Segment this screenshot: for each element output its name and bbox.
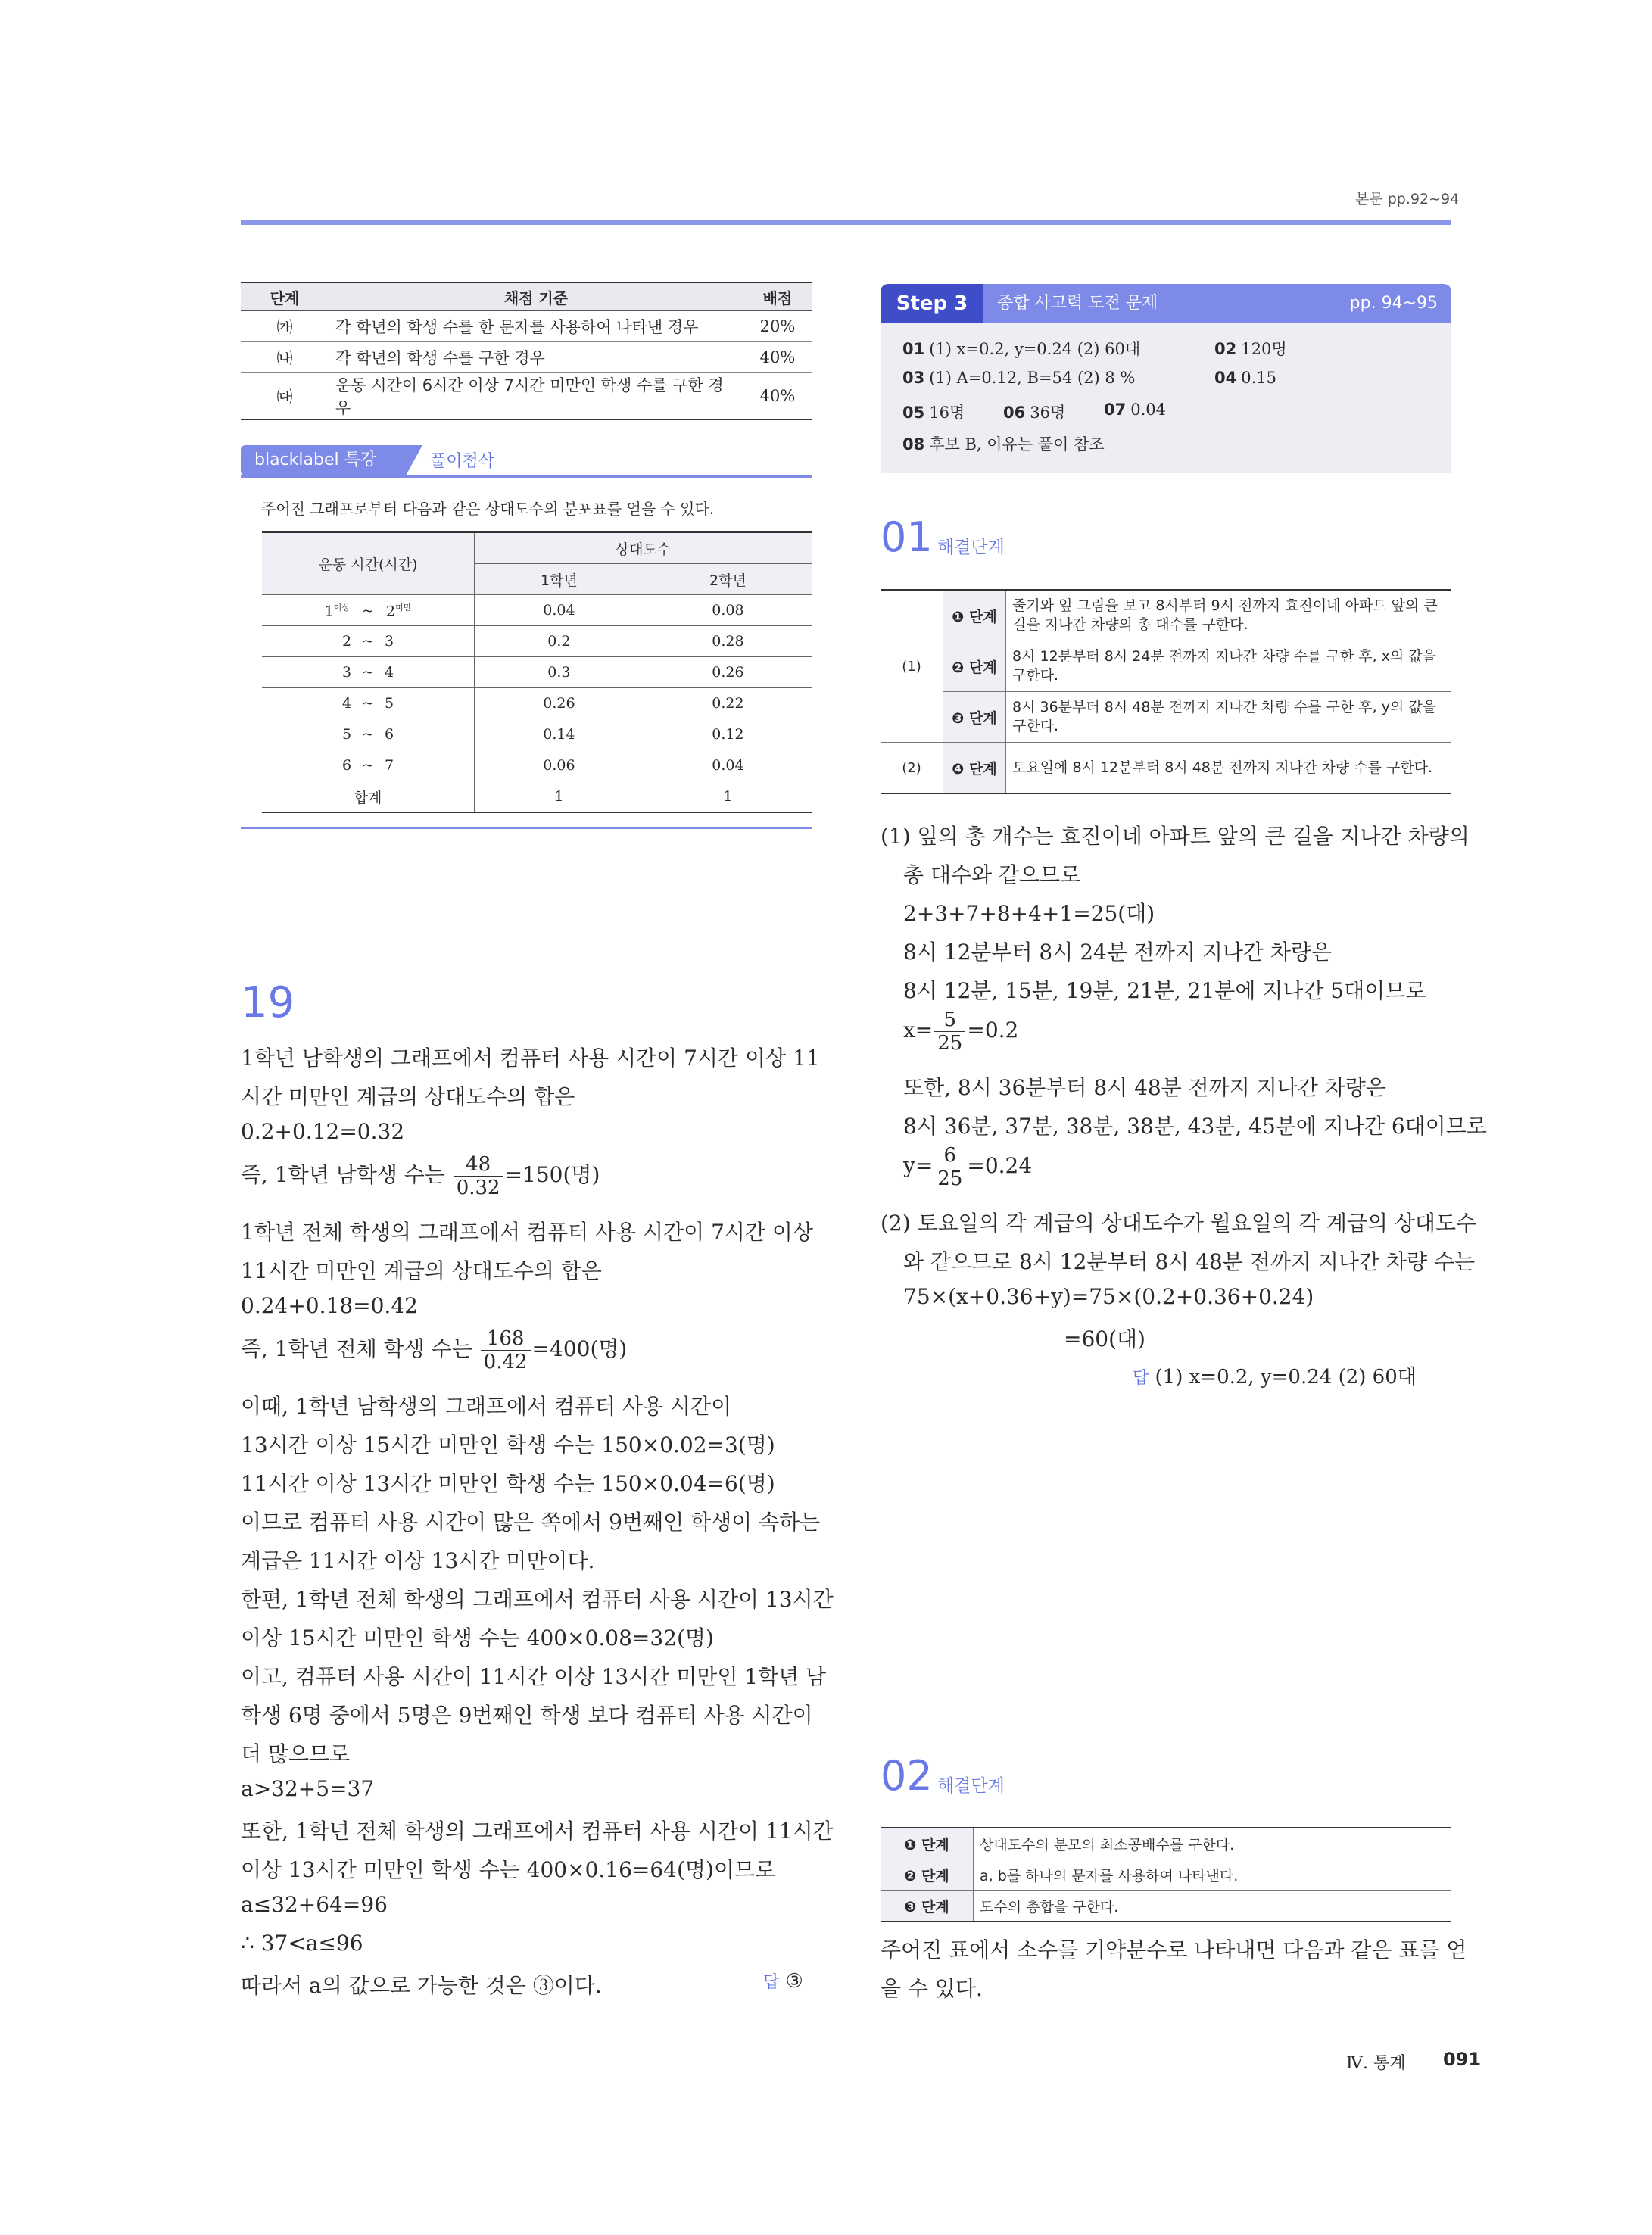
section-number: 01 <box>881 513 933 561</box>
steps-row <box>881 1859 1451 1891</box>
freq-grade2: 0.28 <box>644 626 812 657</box>
class-to-sup: 미만 <box>395 602 412 613</box>
answer-text: 후보 B, 이유는 풀이 참조 <box>929 435 1105 454</box>
line-text: =0.24 <box>967 1153 1033 1178</box>
steps-row <box>881 692 1451 743</box>
solution-line: 또한, 1학년 전체 학생의 그래프에서 컴퓨터 사용 시간이 11시간 <box>241 1819 834 1844</box>
solution-line: 총 대수와 같으므로 <box>903 862 1081 887</box>
step-desc: 8시 36분부터 8시 48분 전까지 지나간 차량 수를 구한 후, y의 값을 구한다. <box>1006 692 1452 743</box>
solution-line: 와 같으므로 8시 12분부터 8시 48분 전까지 지나간 차량 수는 <box>903 1249 1476 1274</box>
answer-value: ③ <box>785 1970 803 1993</box>
answer-label: 답 <box>1133 1369 1149 1388</box>
class-tilde: ~ <box>362 664 374 681</box>
quick-answer <box>1214 369 1276 387</box>
quick-answer <box>902 369 1135 387</box>
class-from: 6 <box>341 757 352 774</box>
solution-line: 이상 15시간 미만인 학생 수는 400×0.08=32(명) <box>241 1626 714 1651</box>
quick-answer <box>902 337 1140 360</box>
numerator: 48 <box>454 1155 503 1177</box>
freq-row <box>262 688 812 719</box>
line-text: 즉, 1학년 남학생 수는 <box>241 1162 452 1187</box>
class-tilde: ~ <box>362 633 374 650</box>
solution-line: 이고, 컴퓨터 사용 시간이 11시간 이상 13시간 미만인 1학년 남 <box>241 1664 827 1689</box>
solution-line: a>32+5=37 <box>241 1776 375 1801</box>
freq-total-grade1: 1 <box>475 781 644 813</box>
section-rule <box>241 827 812 829</box>
solution-line: 시간 미만인 계급의 상대도수의 합은 <box>241 1084 575 1109</box>
fraction <box>454 1155 503 1198</box>
answer-num: 03 <box>902 369 925 387</box>
solution-line: 을 수 있다. <box>881 1976 983 2001</box>
section-label: 해결단계 <box>937 1776 1005 1796</box>
answer-text: 0.15 <box>1241 369 1276 387</box>
blacklabel-tag-tail <box>406 445 422 475</box>
step-stage: ❹ 단계 <box>943 743 1006 794</box>
quick-answer <box>1214 337 1287 360</box>
answer-text: 0.04 <box>1130 401 1166 419</box>
grading-header-points: 배점 <box>743 282 812 311</box>
freq-grade1: 0.26 <box>475 688 644 719</box>
class-to: 5 <box>384 695 394 712</box>
denominator: 25 <box>937 1167 963 1190</box>
grading-table <box>241 282 812 420</box>
freq-class <box>262 595 475 626</box>
denominator: 0.32 <box>456 1177 500 1199</box>
col-grade1-header: 1학년 <box>475 564 644 595</box>
step-desc: 8시 12분부터 8시 24분 전까지 지나간 차량 수를 구한 후, x의 값을 구한다. <box>1006 641 1452 692</box>
class-from: 2 <box>341 633 352 650</box>
step-stage: ❸ 단계 <box>943 692 1006 743</box>
answer-num: 01 <box>902 340 925 358</box>
answer-num: 07 <box>1104 401 1127 419</box>
solution-line: 계급은 11시간 이상 13시간 미만이다. <box>241 1548 595 1573</box>
numerator: 6 <box>934 1146 965 1167</box>
steps-row <box>881 641 1451 692</box>
step3-badge: Step 3 <box>881 284 983 323</box>
class-to: 7 <box>384 757 394 774</box>
solution-line: 1학년 전체 학생의 그래프에서 컴퓨터 사용 시간이 7시간 이상 <box>241 1220 813 1245</box>
answer-value: (1) x=0.2, y=0.24 (2) 60대 <box>1155 1366 1417 1389</box>
step-desc: a, b를 하나의 문자를 사용하여 나타낸다. <box>974 1859 1452 1891</box>
freq-class <box>262 688 475 719</box>
solution-line: 이므로 컴퓨터 사용 시간이 많은 쪽에서 9번째인 학생이 속하는 <box>241 1510 821 1535</box>
class-from: 3 <box>341 664 352 681</box>
grading-row <box>241 342 812 373</box>
solution-line: 11시간 이상 13시간 미만인 학생 수는 150×0.04=6(명) <box>241 1471 775 1496</box>
solution-line: 주어진 표에서 소수를 기약분수로 나타내면 다음과 같은 표를 얻 <box>881 1937 1467 1962</box>
quick-answer <box>1104 401 1166 419</box>
step-desc: 토요일에 8시 12분부터 8시 48분 전까지 지나간 차량 수를 구한다. <box>1006 743 1452 794</box>
blacklabel-banner <box>241 445 812 478</box>
freq-class <box>262 657 475 688</box>
answer-text: 16명 <box>929 404 965 422</box>
freq-grade1: 0.04 <box>475 595 644 626</box>
solution-line: 13시간 이상 15시간 미만인 학생 수는 150×0.02=3(명) <box>241 1432 775 1457</box>
solution-steps-table <box>881 1827 1451 1922</box>
solution-line: 8시 12분부터 8시 24분 전까지 지나간 차량은 <box>903 940 1333 965</box>
grading-row <box>241 311 812 342</box>
relative-frequency-table <box>262 531 812 813</box>
step3-title: 종합 사고력 도전 문제 <box>997 294 1158 313</box>
answer-num: 06 <box>1003 404 1026 422</box>
step-stage: ❸ 단계 <box>881 1891 974 1922</box>
solution-line: 또한, 8시 36분부터 8시 48분 전까지 지나간 차량은 <box>903 1075 1386 1100</box>
line-text: =0.2 <box>967 1018 1019 1043</box>
solution-line: 0.2+0.12=0.32 <box>241 1119 405 1144</box>
solution-line <box>903 1010 1018 1053</box>
freq-total-label: 합계 <box>262 781 475 813</box>
freq-grade1: 0.2 <box>475 626 644 657</box>
step-desc: 줄기와 잎 그림을 보고 8시부터 9시 전까지 효진이네 아파트 앞의 큰 길을 지나간 차량의 총 대수를 구한다. <box>1006 590 1452 641</box>
class-tilde: ~ <box>362 726 374 743</box>
freq-grade1: 0.14 <box>475 719 644 750</box>
step3-pages: pp. 94~95 <box>1349 294 1438 313</box>
page-reference: 본문 pp.92~94 <box>1355 191 1460 207</box>
blacklabel-subtitle: 풀이첨삭 <box>430 452 495 471</box>
grading-header-row <box>241 282 812 311</box>
steps-row <box>881 1828 1451 1859</box>
denominator: 0.42 <box>483 1351 528 1373</box>
grading-points: 40% <box>743 373 812 420</box>
freq-grade1: 0.06 <box>475 750 644 781</box>
denominator: 25 <box>937 1032 963 1055</box>
answer <box>763 1969 803 1993</box>
section-number: 02 <box>881 1752 933 1800</box>
freq-total-row <box>262 781 812 813</box>
class-tilde: ~ <box>362 603 374 620</box>
grading-header-step: 단계 <box>241 282 329 311</box>
solution-line: 한편, 1학년 전체 학생의 그래프에서 컴퓨터 사용 시간이 13시간 <box>241 1587 834 1612</box>
class-to: 6 <box>384 726 394 743</box>
steps-row <box>881 1891 1451 1922</box>
solution-line: 75×(x+0.36+y)=75×(0.2+0.36+0.24) <box>903 1284 1314 1309</box>
fraction <box>481 1329 531 1372</box>
solution-line: 이때, 1학년 남학생의 그래프에서 컴퓨터 사용 시간이 <box>241 1394 732 1419</box>
solution-line <box>903 1146 1032 1189</box>
quick-answer <box>902 432 1105 455</box>
blacklabel-tag: blacklabel 특강 <box>241 445 406 475</box>
quick-answer <box>1003 401 1065 423</box>
answer-text: (1) A=0.12, B=54 (2) 8 % <box>929 369 1136 387</box>
step-desc: 상대도수의 분모의 최소공배수를 구한다. <box>974 1828 1452 1859</box>
grading-step: ㈎ <box>241 311 329 342</box>
freq-row <box>262 750 812 781</box>
footer-page-number: 091 <box>1443 2049 1482 2070</box>
freq-class <box>262 626 475 657</box>
solution-line <box>241 1329 627 1372</box>
freq-grade1: 0.3 <box>475 657 644 688</box>
solution-line: (2) 토요일의 각 계급의 상대도수가 월요일의 각 계급의 상대도수 <box>881 1211 1477 1236</box>
solution-line: 0.24+0.18=0.42 <box>241 1293 418 1318</box>
line-text: =400(명) <box>531 1336 628 1361</box>
step-stage: ❷ 단계 <box>943 641 1006 692</box>
answer-text: 120명 <box>1241 340 1287 358</box>
grading-points: 40% <box>743 342 812 373</box>
col-grade2-header: 2학년 <box>644 564 812 595</box>
solution-steps-table <box>881 589 1451 794</box>
answer-num: 04 <box>1214 369 1237 387</box>
section-label: 해결단계 <box>937 538 1005 557</box>
answer-num: 02 <box>1214 340 1237 358</box>
solution-line: 따라서 a의 값으로 가능한 것은 ③이다. <box>241 1973 602 1998</box>
step-part: (1) <box>881 590 943 743</box>
grading-step: ㈐ <box>241 373 329 420</box>
grading-step: ㈏ <box>241 342 329 373</box>
col-rel-header: 상대도수 <box>475 532 812 564</box>
solution-line: 더 많으므로 <box>241 1741 351 1766</box>
solution-line: 11시간 미만인 계급의 상대도수의 합은 <box>241 1258 602 1283</box>
grading-row <box>241 373 812 420</box>
solution-line: 8시 36분, 37분, 38분, 38분, 43분, 45분에 지나간 6대이므로 <box>903 1114 1487 1139</box>
step3-title-bar <box>983 284 1451 323</box>
line-text: =150(명) <box>504 1162 600 1187</box>
blacklabel-intro: 주어진 그래프로부터 다음과 같은 상대도수의 분포표를 얻을 수 있다. <box>261 500 715 518</box>
solution-line: (1) 잎의 총 개수는 효진이네 아파트 앞의 큰 길을 지나간 차량의 <box>881 824 1470 849</box>
fraction <box>934 1146 965 1189</box>
numerator: 5 <box>934 1010 965 1032</box>
solution-line: =60(대) <box>1064 1326 1145 1351</box>
solution-line <box>241 1155 600 1198</box>
step-stage: ❶ 단계 <box>943 590 1006 641</box>
class-tilde: ~ <box>362 757 374 774</box>
class-from-sup: 이상 <box>333 602 350 613</box>
freq-class <box>262 719 475 750</box>
solution-line: ∴ 37<a≤96 <box>241 1931 363 1956</box>
steps-row <box>881 590 1451 641</box>
answer-text: 36명 <box>1030 404 1066 422</box>
step-stage: ❶ 단계 <box>881 1828 974 1859</box>
freq-class <box>262 750 475 781</box>
col-time-header: 운동 시간(시간) <box>262 532 475 595</box>
class-tilde: ~ <box>362 695 374 712</box>
freq-total-grade2: 1 <box>644 781 812 813</box>
numerator: 168 <box>481 1329 531 1351</box>
answer-num: 05 <box>902 404 925 422</box>
answer-label: 답 <box>763 1973 780 1992</box>
grading-points: 20% <box>743 311 812 342</box>
freq-grade2: 0.04 <box>644 750 812 781</box>
class-to: 3 <box>384 633 394 650</box>
grading-criterion: 각 학년의 학생 수를 한 문자를 사용하여 나타낸 경우 <box>329 311 743 342</box>
class-from: 4 <box>341 695 352 712</box>
quick-answer <box>902 401 965 423</box>
grading-criterion: 각 학년의 학생 수를 구한 경우 <box>329 342 743 373</box>
header-rule <box>241 220 1451 225</box>
solution-line: 학생 6명 중에서 5명은 9번째인 학생 보다 컴퓨터 사용 시간이 <box>241 1703 813 1728</box>
fraction <box>934 1010 965 1053</box>
problem-number: 19 <box>241 978 295 1027</box>
freq-grade2: 0.26 <box>644 657 812 688</box>
freq-grade2: 0.08 <box>644 595 812 626</box>
answer-num: 08 <box>902 435 925 454</box>
freq-row <box>262 595 812 626</box>
blacklabel-rule <box>241 475 812 478</box>
step-stage: ❷ 단계 <box>881 1859 974 1891</box>
solution-line: 1학년 남학생의 그래프에서 컴퓨터 사용 시간이 7시간 이상 11 <box>241 1046 820 1071</box>
step3-bar <box>881 284 1451 323</box>
solution-line: a≤32+64=96 <box>241 1892 388 1917</box>
step-part: (2) <box>881 743 943 794</box>
freq-row <box>262 626 812 657</box>
freq-grade2: 0.22 <box>644 688 812 719</box>
answer-text: (1) x=0.2, y=0.24 (2) 60대 <box>929 340 1141 358</box>
footer-chapter: Ⅳ. 통계 <box>1346 2054 1406 2073</box>
class-from: 1 <box>324 603 334 620</box>
freq-grade2: 0.12 <box>644 719 812 750</box>
line-text: x= <box>903 1018 934 1043</box>
step-desc: 도수의 총합을 구한다. <box>974 1891 1452 1922</box>
answer <box>1133 1361 1417 1389</box>
solution-line: 2+3+7+8+4+1=25(대) <box>903 901 1155 926</box>
grading-header-criterion: 채점 기준 <box>329 282 743 311</box>
class-from: 5 <box>341 726 352 743</box>
freq-row <box>262 657 812 688</box>
solution-line: 8시 12분, 15분, 19분, 21분, 21분에 지나간 5대이므로 <box>903 978 1426 1003</box>
steps-row <box>881 743 1451 794</box>
line-text: 즉, 1학년 전체 학생 수는 <box>241 1336 479 1361</box>
freq-row <box>262 719 812 750</box>
grading-criterion: 운동 시간이 6시간 이상 7시간 미만인 학생 수를 구한 경우 <box>329 373 743 420</box>
class-to: 4 <box>384 664 394 681</box>
class-to: 2 <box>386 603 396 620</box>
solution-line: 이상 13시간 미만인 학생 수는 400×0.16=64(명)이므로 <box>241 1857 776 1882</box>
line-text: y= <box>903 1153 934 1178</box>
